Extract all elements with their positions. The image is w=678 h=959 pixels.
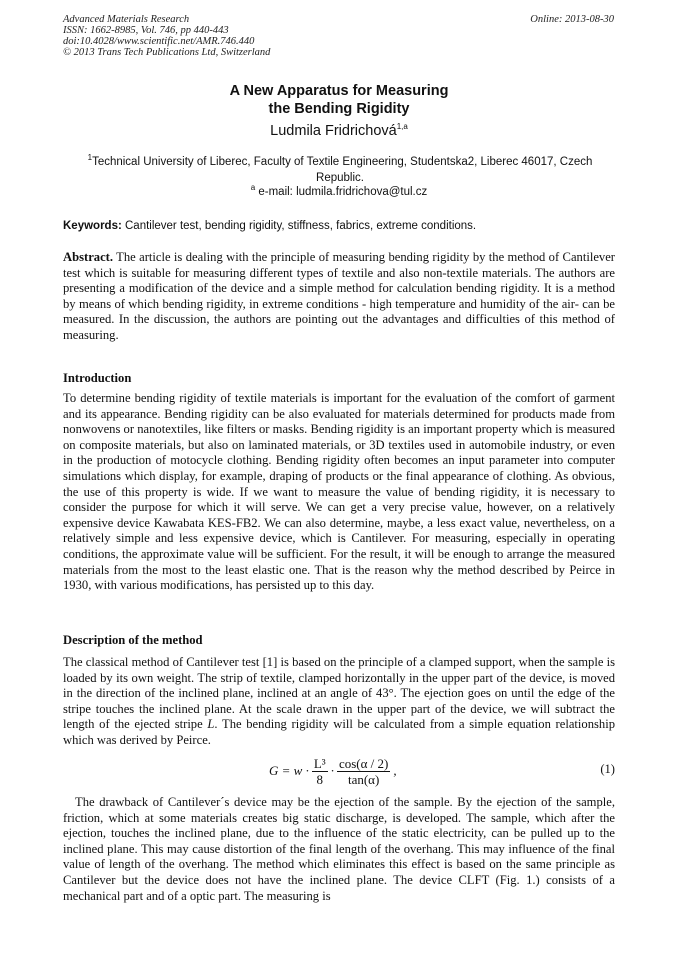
introduction-paragraph: To determine bending rigidity of textile materials is important for the evaluation of the comfort of garment and its appearance. Bending rigidity can be also evaluated for materials determined for products made from nonwovens or nanotextiles, like filters or masks. Bending rigidity is an important property which is measured on composite materials, but also on laminated materials, or 3D textiles used in automobile industry, or even in the production of motocycle clothing. Bending rigidity often becomes an input parameter into computer simulations which display, for example, draping of products or the final appearance of clothing. As obvious, the use of this property is wide. If we want to measure the value of bending rigidity, it is necessary to consider the purpose for which it will serve. We can get a very precise value, however, on a relatively expensive device Kawabata KES-FB2. We can also determine, maybe, a less exact value, nevertheless, on a relatively simple and less expensive device, which is Cantilever. For measuring, especially in operating conditions, the approximate value will be sufficient. For the result, it will be enough to arrange the measured materials from the most to the least elastic one. That is the reason why the method described by Peirce in 1930, with various modifications, has persisted up to this day.	[63, 391, 615, 593]
affiliation-sup: 1	[87, 153, 93, 162]
abstract-text: The article is dealing with the principle of measuring bending rigidity by the method of Cantilever test which is suitable for measuring different types of textile and also non-textile materials. The authors are presenting a modification of the device and a simple method for calculation bending rigidity. It is a method by means of which bending rigidity, in extreme conditions - high temperature and humidity of the air- can be measured. In the discussion, the authors are pointing out the advantages and difficulties of this method of measuring.	[63, 250, 615, 342]
fraction-2-numerator: cos(α / 2)	[338, 755, 389, 771]
affiliation	[80, 150, 600, 186]
copyright-line: © 2013 Trans Tech Publications Ltd, Switzerland	[63, 47, 271, 58]
email-line	[0, 183, 678, 198]
title-line-1: A New Apparatus for Measuring	[229, 83, 449, 99]
online-date: Online: 2013-08-30	[530, 14, 614, 25]
author-line	[0, 122, 678, 139]
method-heading: Description of the method	[63, 633, 203, 647]
author-name: Ludmila Fridrichová	[270, 122, 397, 139]
method-text-b: . The bending rigidity will be calculated from a simple equation relationship which was derived by Peirce.	[63, 717, 616, 747]
keywords-text: Cantilever test, bending rigidity, stiffness, fabrics, extreme conditions.	[121, 220, 477, 232]
title-line-2: the Bending Rigidity	[268, 101, 410, 117]
equation-row	[63, 750, 615, 792]
abstract-label: Abstract.	[63, 250, 114, 264]
equation-comma: ,	[393, 763, 397, 778]
keywords-label: Keywords:	[63, 220, 122, 232]
author-sup: 1,a	[396, 122, 408, 131]
equation	[269, 750, 397, 792]
doi-line: doi:10.4028/www.scientific.net/AMR.746.440	[63, 36, 255, 47]
introduction-heading: Introduction	[63, 371, 132, 385]
method-paragraph-2: The drawback of Cantilever´s device may be the ejection of the sample. By the ejection of the sample, friction, which at some materials creates big static discharge, is developed. The sample, which after the ejection, touches the inclined plane, due to the influence of the static electricity, can be pulled up to the inclined plane. This may cause distortion of the final length of the overhang. This may influence of the final value of length of the overhang. The method which eliminates this effect is based on the same principle as Cantilever but the device does not have the inclined plane. The device CLFT (Fig. 1.) consists of a mechanical part and of a optic part. The measuring is	[63, 795, 615, 903]
issn-line: ISSN: 1662-8985, Vol. 746, pp 440-443	[63, 25, 229, 36]
journal-name: Advanced Materials Research	[63, 14, 190, 25]
equation-dot: ·	[330, 763, 334, 778]
fraction-2	[337, 756, 390, 787]
fraction-1-numerator: L³	[313, 755, 326, 771]
method-text-a: The classical method of Cantilever test [1] is based on the principle of a clamped support, when the sample is loaded by its own weight. The strip of textile, clamped horizontally in the upper part of the device, is moved in the direction of the inclined plane, inclined at an angle of 43°. The ejection goes on until the edge of the stripe touches the inclined plane. At the scale drawn in the upper part of the device, we will subtract the length of the ejected stripe	[63, 655, 615, 732]
equation-number: (1)	[600, 762, 615, 776]
equation-lhs: G = w ·	[269, 763, 309, 778]
affiliation-text: Technical University of Liberec, Faculty of Textile Engineering, Studentska2, Liberec 46017, Czech Republic.	[92, 155, 593, 184]
fraction-2-denominator: tan(α)	[347, 771, 380, 787]
abstract-paragraph	[63, 250, 615, 344]
paper-title	[0, 82, 678, 118]
keywords	[63, 220, 476, 232]
method-paragraph-1	[63, 655, 615, 749]
email-text: e-mail: ludmila.fridrichova@tul.cz	[255, 185, 428, 198]
email-sup: a	[250, 183, 256, 192]
fraction-1	[312, 756, 328, 787]
fraction-1-denominator: 8	[316, 771, 324, 787]
journal-header	[63, 14, 270, 58]
length-symbol: L	[207, 717, 215, 732]
